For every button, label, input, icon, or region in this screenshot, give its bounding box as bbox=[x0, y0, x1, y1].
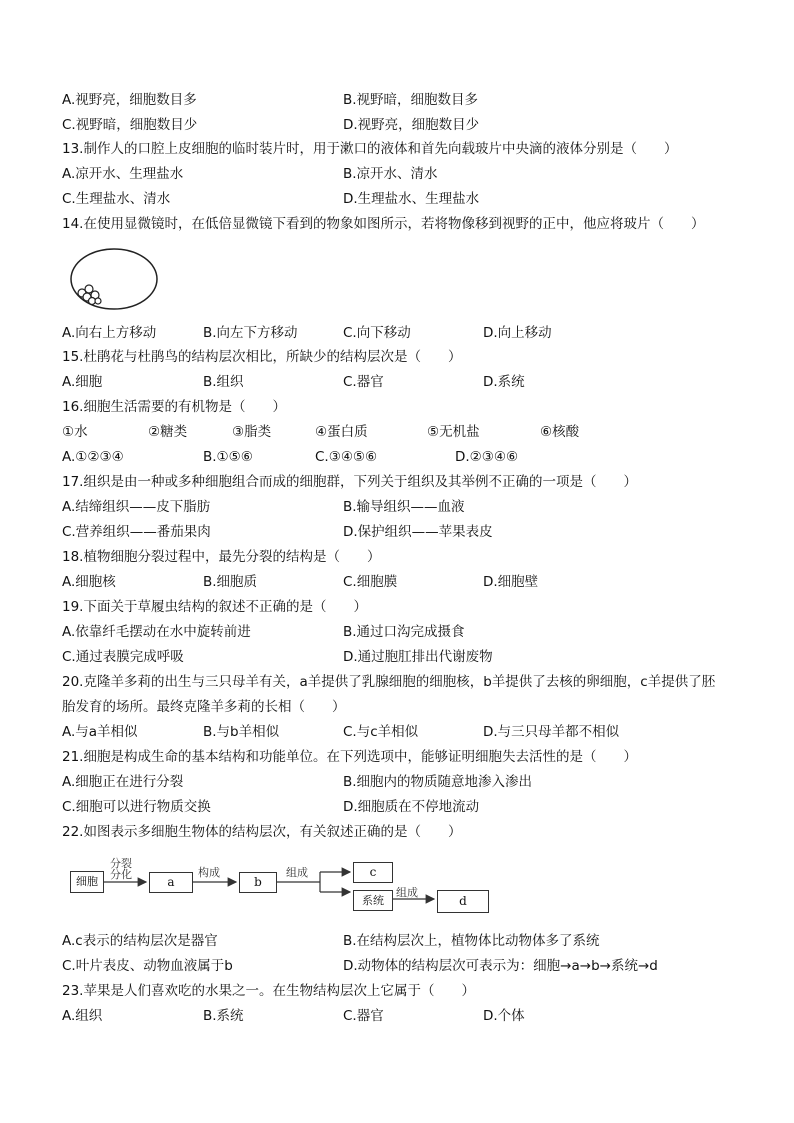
q18-option-b: B.细胞质 bbox=[203, 574, 258, 590]
q16-item-5: ⑤无机盐 bbox=[427, 424, 480, 440]
cell-cluster-image bbox=[78, 285, 101, 305]
q12-option-b: B.视野暗，细胞数目多 bbox=[343, 92, 479, 108]
q23-stem: 23.苹果是人们喜欢吃的水果之一。在生物结构层次上它属于（ ） bbox=[62, 983, 475, 999]
q16-option-a: A.①②③④ bbox=[62, 449, 124, 465]
q18-option-a: A.细胞核 bbox=[62, 574, 116, 590]
q13-option-d: D.生理盐水、生理盐水 bbox=[343, 191, 480, 207]
q16-option-d: D.②③④⑥ bbox=[455, 449, 519, 465]
q15-option-d: D.系统 bbox=[483, 374, 525, 390]
q22-option-c: C.叶片表皮、动物血液属于b bbox=[62, 958, 233, 974]
q12-option-d: D.视野亮，细胞数目少 bbox=[343, 117, 480, 133]
q13-stem: 13.制作人的口腔上皮细胞的临时装片时，用于漱口的液体和首先向载玻片中央滴的液体分别是（ ） bbox=[62, 141, 678, 157]
form-label-3: 组成 bbox=[396, 886, 418, 899]
differentiate-label: 分化 bbox=[110, 868, 132, 881]
q20-option-b: B.与b羊相似 bbox=[203, 724, 280, 740]
q14-option-c: C.向下移动 bbox=[343, 325, 411, 341]
q16-item-6: ⑥核酸 bbox=[540, 424, 580, 440]
form-label-2: 组成 bbox=[286, 866, 308, 879]
q19-option-a: A.依靠纤毛摆动在水中旋转前进 bbox=[62, 624, 251, 640]
q21-option-b: B.细胞内的物质随意地渗入渗出 bbox=[343, 774, 533, 790]
q13-option-c: C.生理盐水、清水 bbox=[62, 191, 171, 207]
q15-option-c: C.器官 bbox=[343, 374, 384, 390]
q16-item-3: ③脂类 bbox=[232, 424, 272, 440]
form-label-1: 构成 bbox=[198, 866, 220, 879]
q22-option-b: B.在结构层次上，植物体比动物体多了系统 bbox=[343, 933, 600, 949]
system-box: 系统 bbox=[353, 890, 393, 911]
q21-option-d: D.细胞质在不停地流动 bbox=[343, 799, 480, 815]
q20-option-c: C.与c羊相似 bbox=[343, 724, 419, 740]
q12-option-a: A.视野亮，细胞数目多 bbox=[62, 92, 197, 108]
q16-stem: 16.细胞生活需要的有机物是（ ） bbox=[62, 399, 286, 415]
split-label: 分裂 bbox=[110, 857, 132, 870]
q20-stem-line2: 胎发育的场所。最终克隆羊多莉的长相（ ） bbox=[62, 699, 346, 715]
q14-option-a: A.向右上方移动 bbox=[62, 325, 157, 341]
q16-option-c: C.③④⑤⑥ bbox=[315, 449, 378, 465]
q14-option-b: B.向左下方移动 bbox=[203, 325, 298, 341]
q21-stem: 21.细胞是构成生命的基本结构和功能单位。在下列选项中，能够证明细胞失去活性的是（ ） bbox=[62, 749, 637, 765]
microscope-field-figure bbox=[68, 246, 160, 312]
q22-option-a: A.c表示的结构层次是器官 bbox=[62, 933, 218, 949]
q20-option-a: A.与a羊相似 bbox=[62, 724, 138, 740]
q23-option-b: B.系统 bbox=[203, 1008, 244, 1024]
box-a: a bbox=[149, 872, 193, 893]
q17-option-c: C.营养组织——番茄果肉 bbox=[62, 524, 211, 540]
q19-option-d: D.通过胞肛排出代谢废物 bbox=[343, 649, 493, 665]
q19-option-c: C.通过表膜完成呼吸 bbox=[62, 649, 184, 665]
q18-option-d: D.细胞壁 bbox=[483, 574, 539, 590]
q17-option-b: B.输导组织——血液 bbox=[343, 499, 465, 515]
q16-item-1: ①水 bbox=[62, 424, 88, 440]
q19-stem: 19.下面关于草履虫结构的叙述不正确的是（ ） bbox=[62, 599, 367, 615]
q18-stem: 18.植物细胞分裂过程中，最先分裂的结构是（ ） bbox=[62, 549, 381, 565]
cell-box: 细胞 bbox=[70, 871, 104, 893]
box-b: b bbox=[239, 872, 277, 893]
q14-stem: 14.在使用显微镜时，在低倍显微镜下看到的物象如图所示，若将物像移到视野的正中，他应将玻片（ ） bbox=[62, 216, 705, 232]
q16-option-b: B.①⑤⑥ bbox=[203, 449, 253, 465]
diagram-arrows bbox=[70, 858, 490, 916]
q17-option-a: A.结缔组织——皮下脂肪 bbox=[62, 499, 211, 515]
q21-option-c: C.细胞可以进行物质交换 bbox=[62, 799, 211, 815]
q13-option-a: A.凉开水、生理盐水 bbox=[62, 166, 184, 182]
q17-option-d: D.保护组织——苹果表皮 bbox=[343, 524, 493, 540]
q23-option-d: D.个体 bbox=[483, 1008, 525, 1024]
q18-option-c: C.细胞膜 bbox=[343, 574, 398, 590]
q17-stem: 17.组织是由一种或多种细胞组合而成的细胞群，下列关于组织及其举例不正确的一项是（ ） bbox=[62, 474, 637, 490]
q20-option-d: D.与三只母羊都不相似 bbox=[483, 724, 620, 740]
box-c: c bbox=[353, 862, 393, 883]
q23-option-a: A.组织 bbox=[62, 1008, 103, 1024]
q20-stem-line1: 20.克隆羊多莉的出生与三只母羊有关，a羊提供了乳腺细胞的细胞核，b羊提供了去核的卵细胞，c羊提供了胚 bbox=[62, 674, 716, 690]
q16-item-4: ④蛋白质 bbox=[315, 424, 368, 440]
box-d: d bbox=[437, 890, 489, 913]
q15-option-a: A.细胞 bbox=[62, 374, 103, 390]
q21-option-a: A.细胞正在进行分裂 bbox=[62, 774, 184, 790]
q15-option-b: B.组织 bbox=[203, 374, 244, 390]
q23-option-c: C.器官 bbox=[343, 1008, 384, 1024]
q15-stem: 15.杜鹃花与杜鹃鸟的结构层次相比，所缺少的结构层次是（ ） bbox=[62, 349, 462, 365]
q13-option-b: B.凉开水、清水 bbox=[343, 166, 438, 182]
q12-option-c: C.视野暗，细胞数目少 bbox=[62, 117, 198, 133]
q16-item-2: ②糖类 bbox=[148, 424, 188, 440]
structure-hierarchy-diagram bbox=[70, 858, 490, 916]
q19-option-b: B.通过口沟完成摄食 bbox=[343, 624, 465, 640]
q14-option-d: D.向上移动 bbox=[483, 325, 552, 341]
q22-stem: 22.如图表示多细胞生物体的结构层次，有关叙述正确的是（ ） bbox=[62, 824, 462, 840]
q22-option-d: D.动物体的结构层次可表示为：细胞→a→b→系统→d bbox=[343, 958, 658, 974]
